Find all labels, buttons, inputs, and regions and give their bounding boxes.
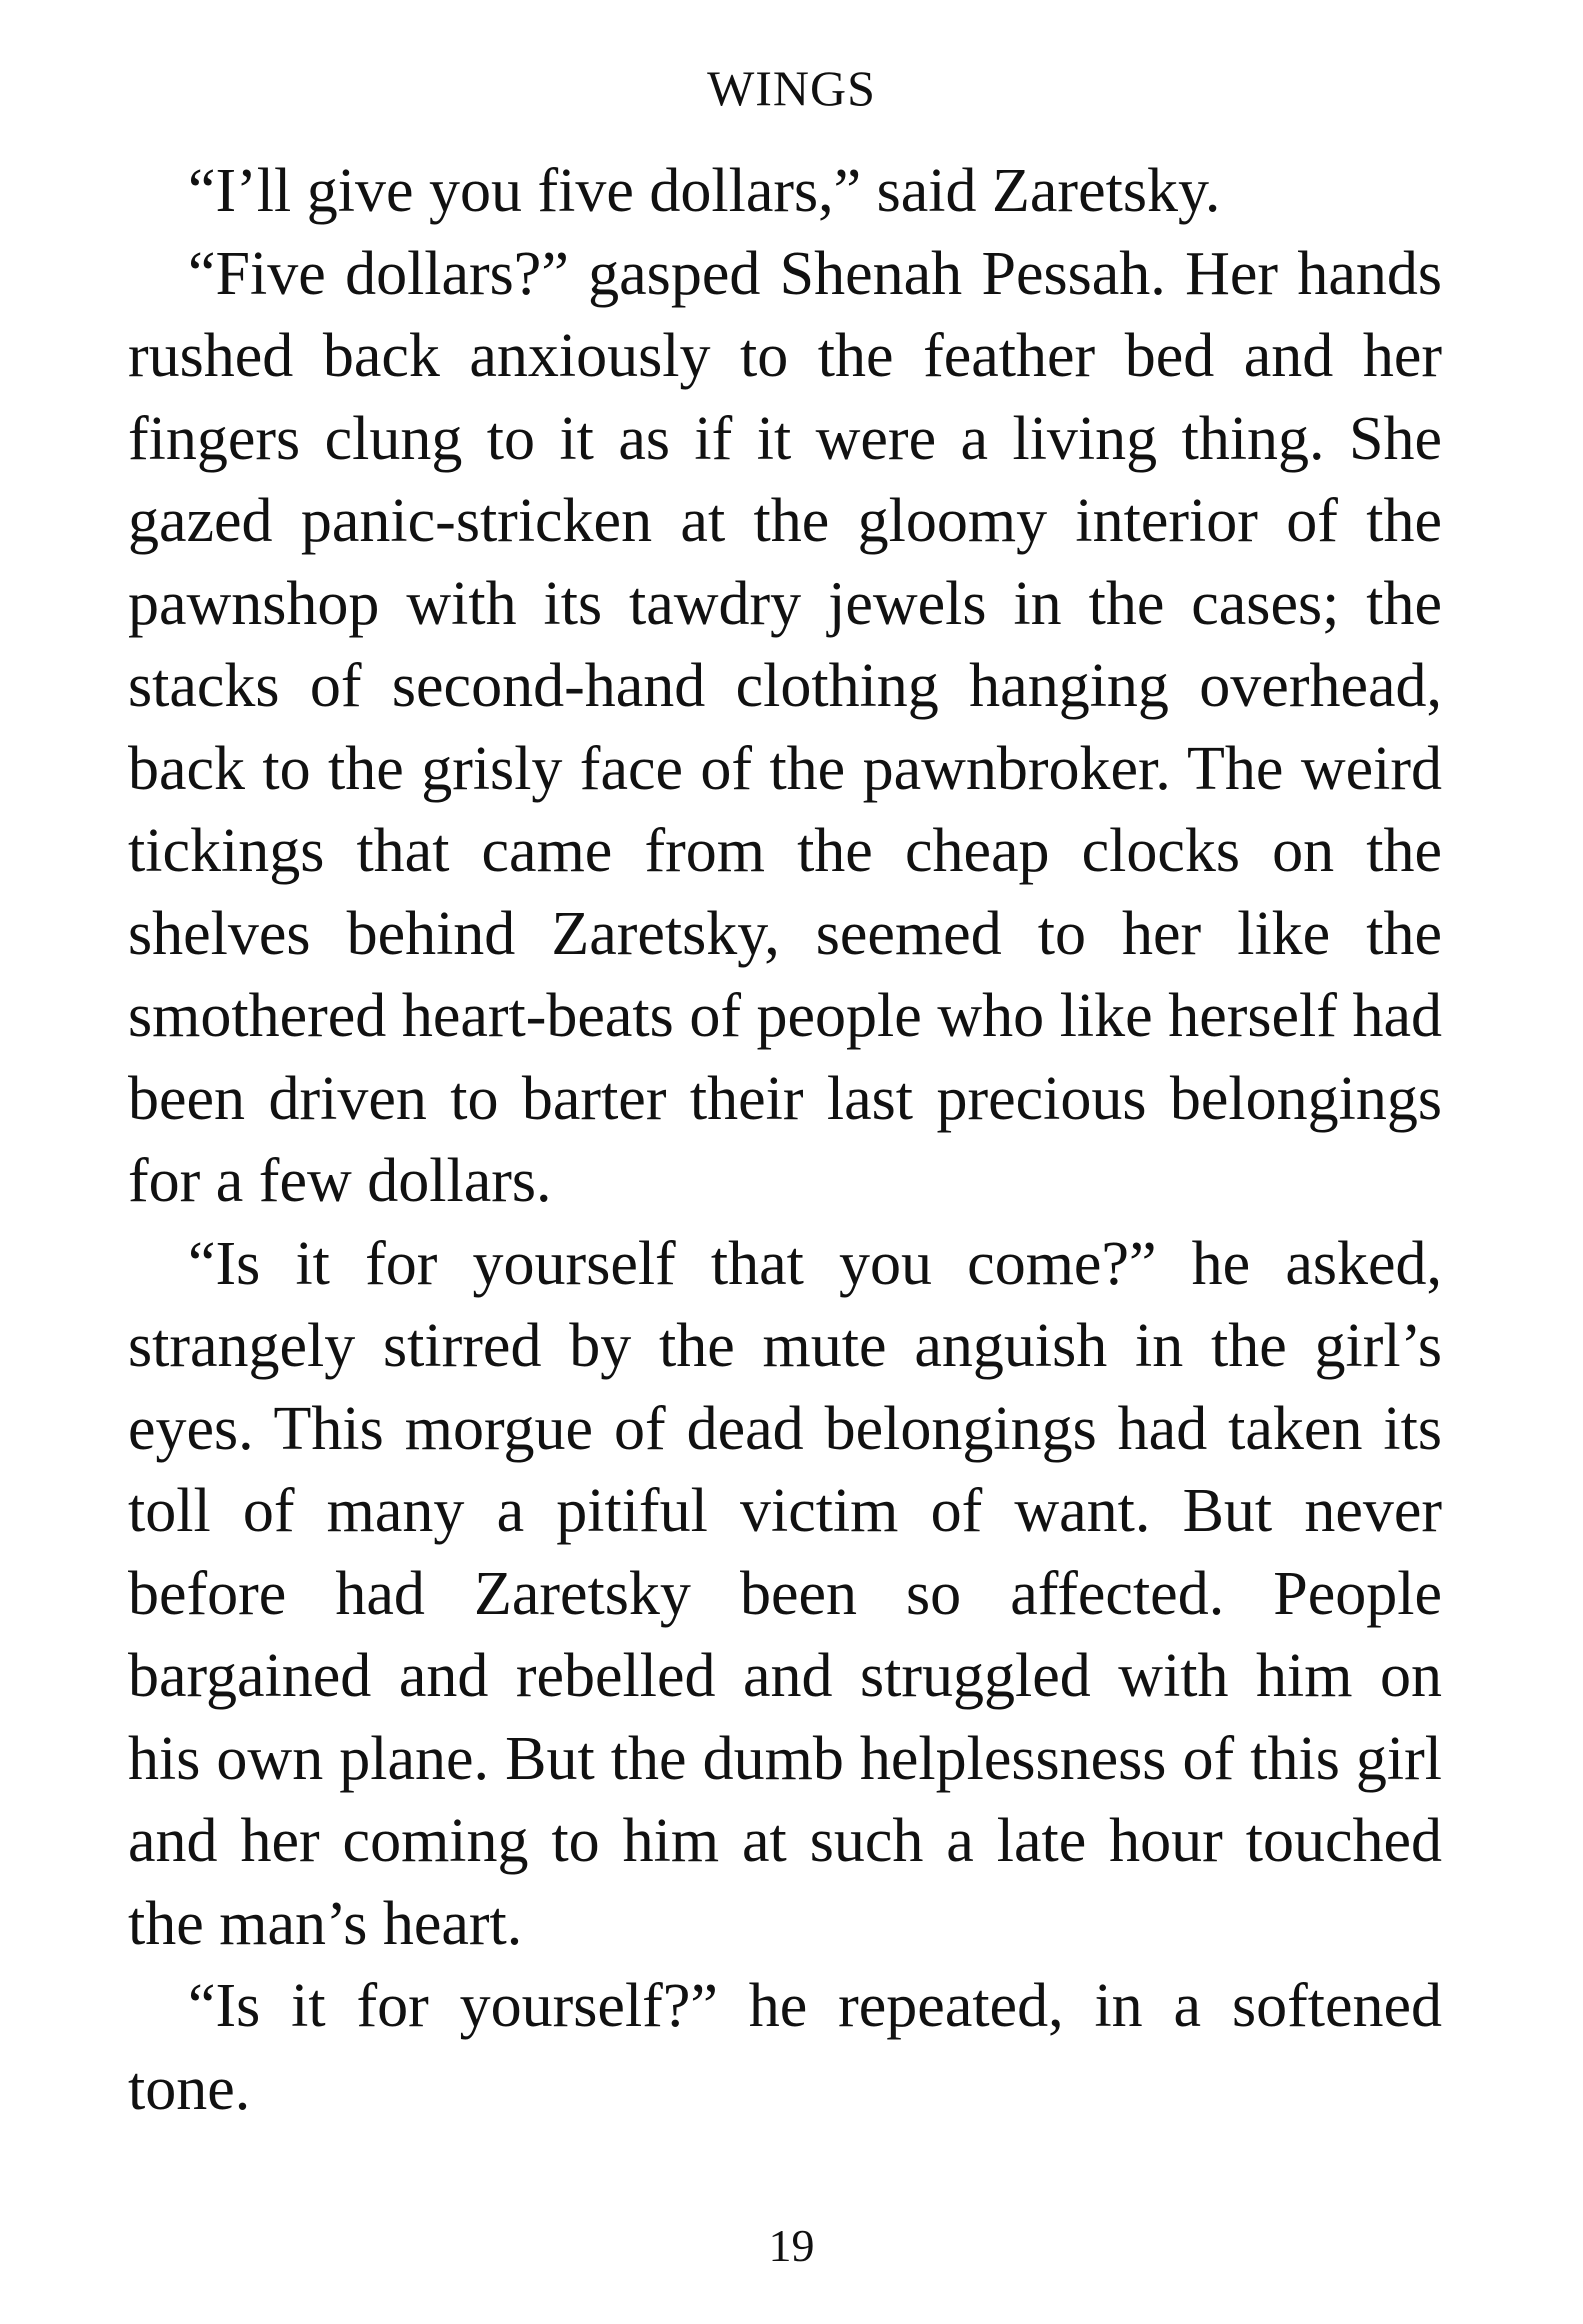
paragraph: “Is it for yourself that you come?” he asked, strangely stirred by the mute anguish in the girl’s eyes. This morgue of dead belongings had taken its toll of many a pitiful victim of want. But never before had Zaretsky been so affected. People bargained and rebelled and struggled with him on his own plane. But the dumb helplessness of this girl and her coming to him at such a late hour touched the man’s heart.: [128, 1229, 1442, 1958]
paragraph: “Is it for yourself?” he repeated, in a softened tone.: [128, 1972, 1442, 2123]
paragraph: “I’ll give you five dollars,” said Zaretsky.: [188, 157, 1221, 225]
page-number: 19: [768, 2220, 815, 2271]
paragraph: “Five dollars?” gasped Shenah Pessah. Her hands rushed back anxiously to the feather bed and her fingers clung to it as if it were a living thing. She gazed panic-stricken at the gloomy interior of the pawnshop with its tawdry jewels in the cases; the stacks of second-hand clothing hanging overhead, back to the grisly face of the pawnbroker. The weird tickings that came from the cheap clocks on the shelves behind Zaretsky, seemed to her like the smothered heart-beats of people who like herself had been driven to barter their last precious belongings for a few dollars.: [128, 239, 1442, 1215]
body-text: [128, 150, 1442, 2130]
running-head: WINGS: [707, 60, 876, 116]
